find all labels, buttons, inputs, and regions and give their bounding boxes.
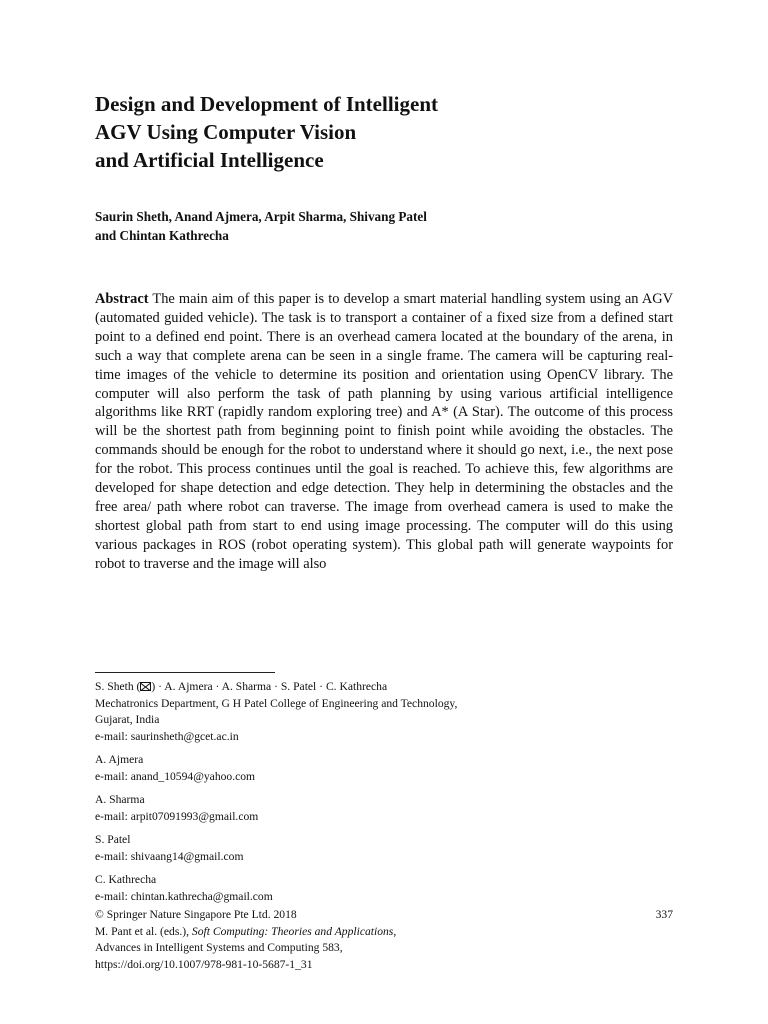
citation-comma: , <box>393 924 397 938</box>
affiliation-authors <box>95 679 673 696</box>
doi-link[interactable]: https://doi.org/10.1007/978-981-10-5687-1_31 <box>95 957 313 971</box>
affiliation-email: e-mail: anand_10594@yahoo.com <box>95 769 256 783</box>
affiliation-main <box>95 679 673 745</box>
paper-title <box>95 90 673 174</box>
affiliation-email: e-mail: saurinsheth@gcet.ac.in <box>95 729 239 743</box>
page-number: 337 <box>655 908 673 921</box>
author-list <box>95 207 673 245</box>
abstract-label: Abstract <box>95 291 149 307</box>
title-line: AGV Using Computer Vision <box>95 120 357 144</box>
affiliation-entry <box>95 792 673 825</box>
editors: M. Pant et al. (eds.), <box>95 924 192 938</box>
coauthor-names: ) · A. Ajmera · A. Sharma · S. Patel · C. Kathrecha <box>151 680 388 693</box>
affiliations <box>95 679 673 912</box>
affiliation-email: e-mail: shivaang14@gmail.com <box>95 849 244 863</box>
affiliation-name: A. Sharma <box>95 793 145 806</box>
affiliation-name: S. Patel <box>95 833 131 846</box>
affiliation-email: e-mail: arpit07091993@gmail.com <box>95 809 259 823</box>
affiliation-department: Mechatronics Department, G H Patel College of Engineering and Technology, <box>95 696 458 710</box>
abstract-text: The main aim of this paper is to develop a smart material handling system using an AGV (automated guided vehicle). The task is to transport a container of a fixed size from a defined start point to a defined end point. There is an overhead camera located at the boundary of the arena, in such a way that complete arena can be seen in a single frame. The camera will be capturing real-time images of the vehicle to determine its position and orientation using OpenCV library. The computer will also perform the task of path planning by using various artificial intelligence algorithms like RRT (rapidly random exploring tree) and A* (A Star). The outcome of this process will be the shortest path from beginning point to finish point while avoiding the obstacles. The commands should be enough for the robot to understand where it should go next, i.e., the next pose for the robot. This process continues until the goal is reached. To achieve this, few algorithms are developed for shape detection and edge detection. They help in determining the obstacles and the free area/ path where robot can traverse. The image from overhead camera is used to make the shortest global path from start to end using image processing. The computer will do this using various packages in ROS (robot operating system). This global path will generate waypoints for robot to traverse and the image will also <box>95 291 673 572</box>
title-line: Design and Development of Intelligent <box>95 92 438 116</box>
envelope-icon <box>140 682 151 691</box>
book-citation <box>95 924 673 941</box>
abstract <box>95 290 673 574</box>
copyright: © Springer Nature Singapore Pte Ltd. 2018 <box>95 908 297 921</box>
affiliation-name: A. Ajmera <box>95 753 144 766</box>
affiliation-location: Gujarat, India <box>95 713 160 726</box>
author-name: S. Sheth ( <box>95 680 141 693</box>
title-line: and Artificial Intelligence <box>95 148 324 172</box>
affiliation-email: e-mail: chintan.kathrecha@gmail.com <box>95 889 273 903</box>
affiliation-name: C. Kathrecha <box>95 873 157 886</box>
affiliation-entry <box>95 832 673 865</box>
book-series: Advances in Intelligent Systems and Computing 583, <box>95 941 343 954</box>
author-line: Saurin Sheth, Anand Ajmera, Arpit Sharma, Shivang Patel <box>95 209 427 224</box>
footnote-rule <box>95 672 275 673</box>
paper-page <box>95 0 673 1024</box>
publication-footer <box>95 907 673 973</box>
author-line: and Chintan Kathrecha <box>95 228 229 243</box>
affiliation-entry <box>95 752 673 785</box>
book-title: Soft Computing: Theories and Applications <box>191 924 394 938</box>
affiliation-entry <box>95 872 673 905</box>
